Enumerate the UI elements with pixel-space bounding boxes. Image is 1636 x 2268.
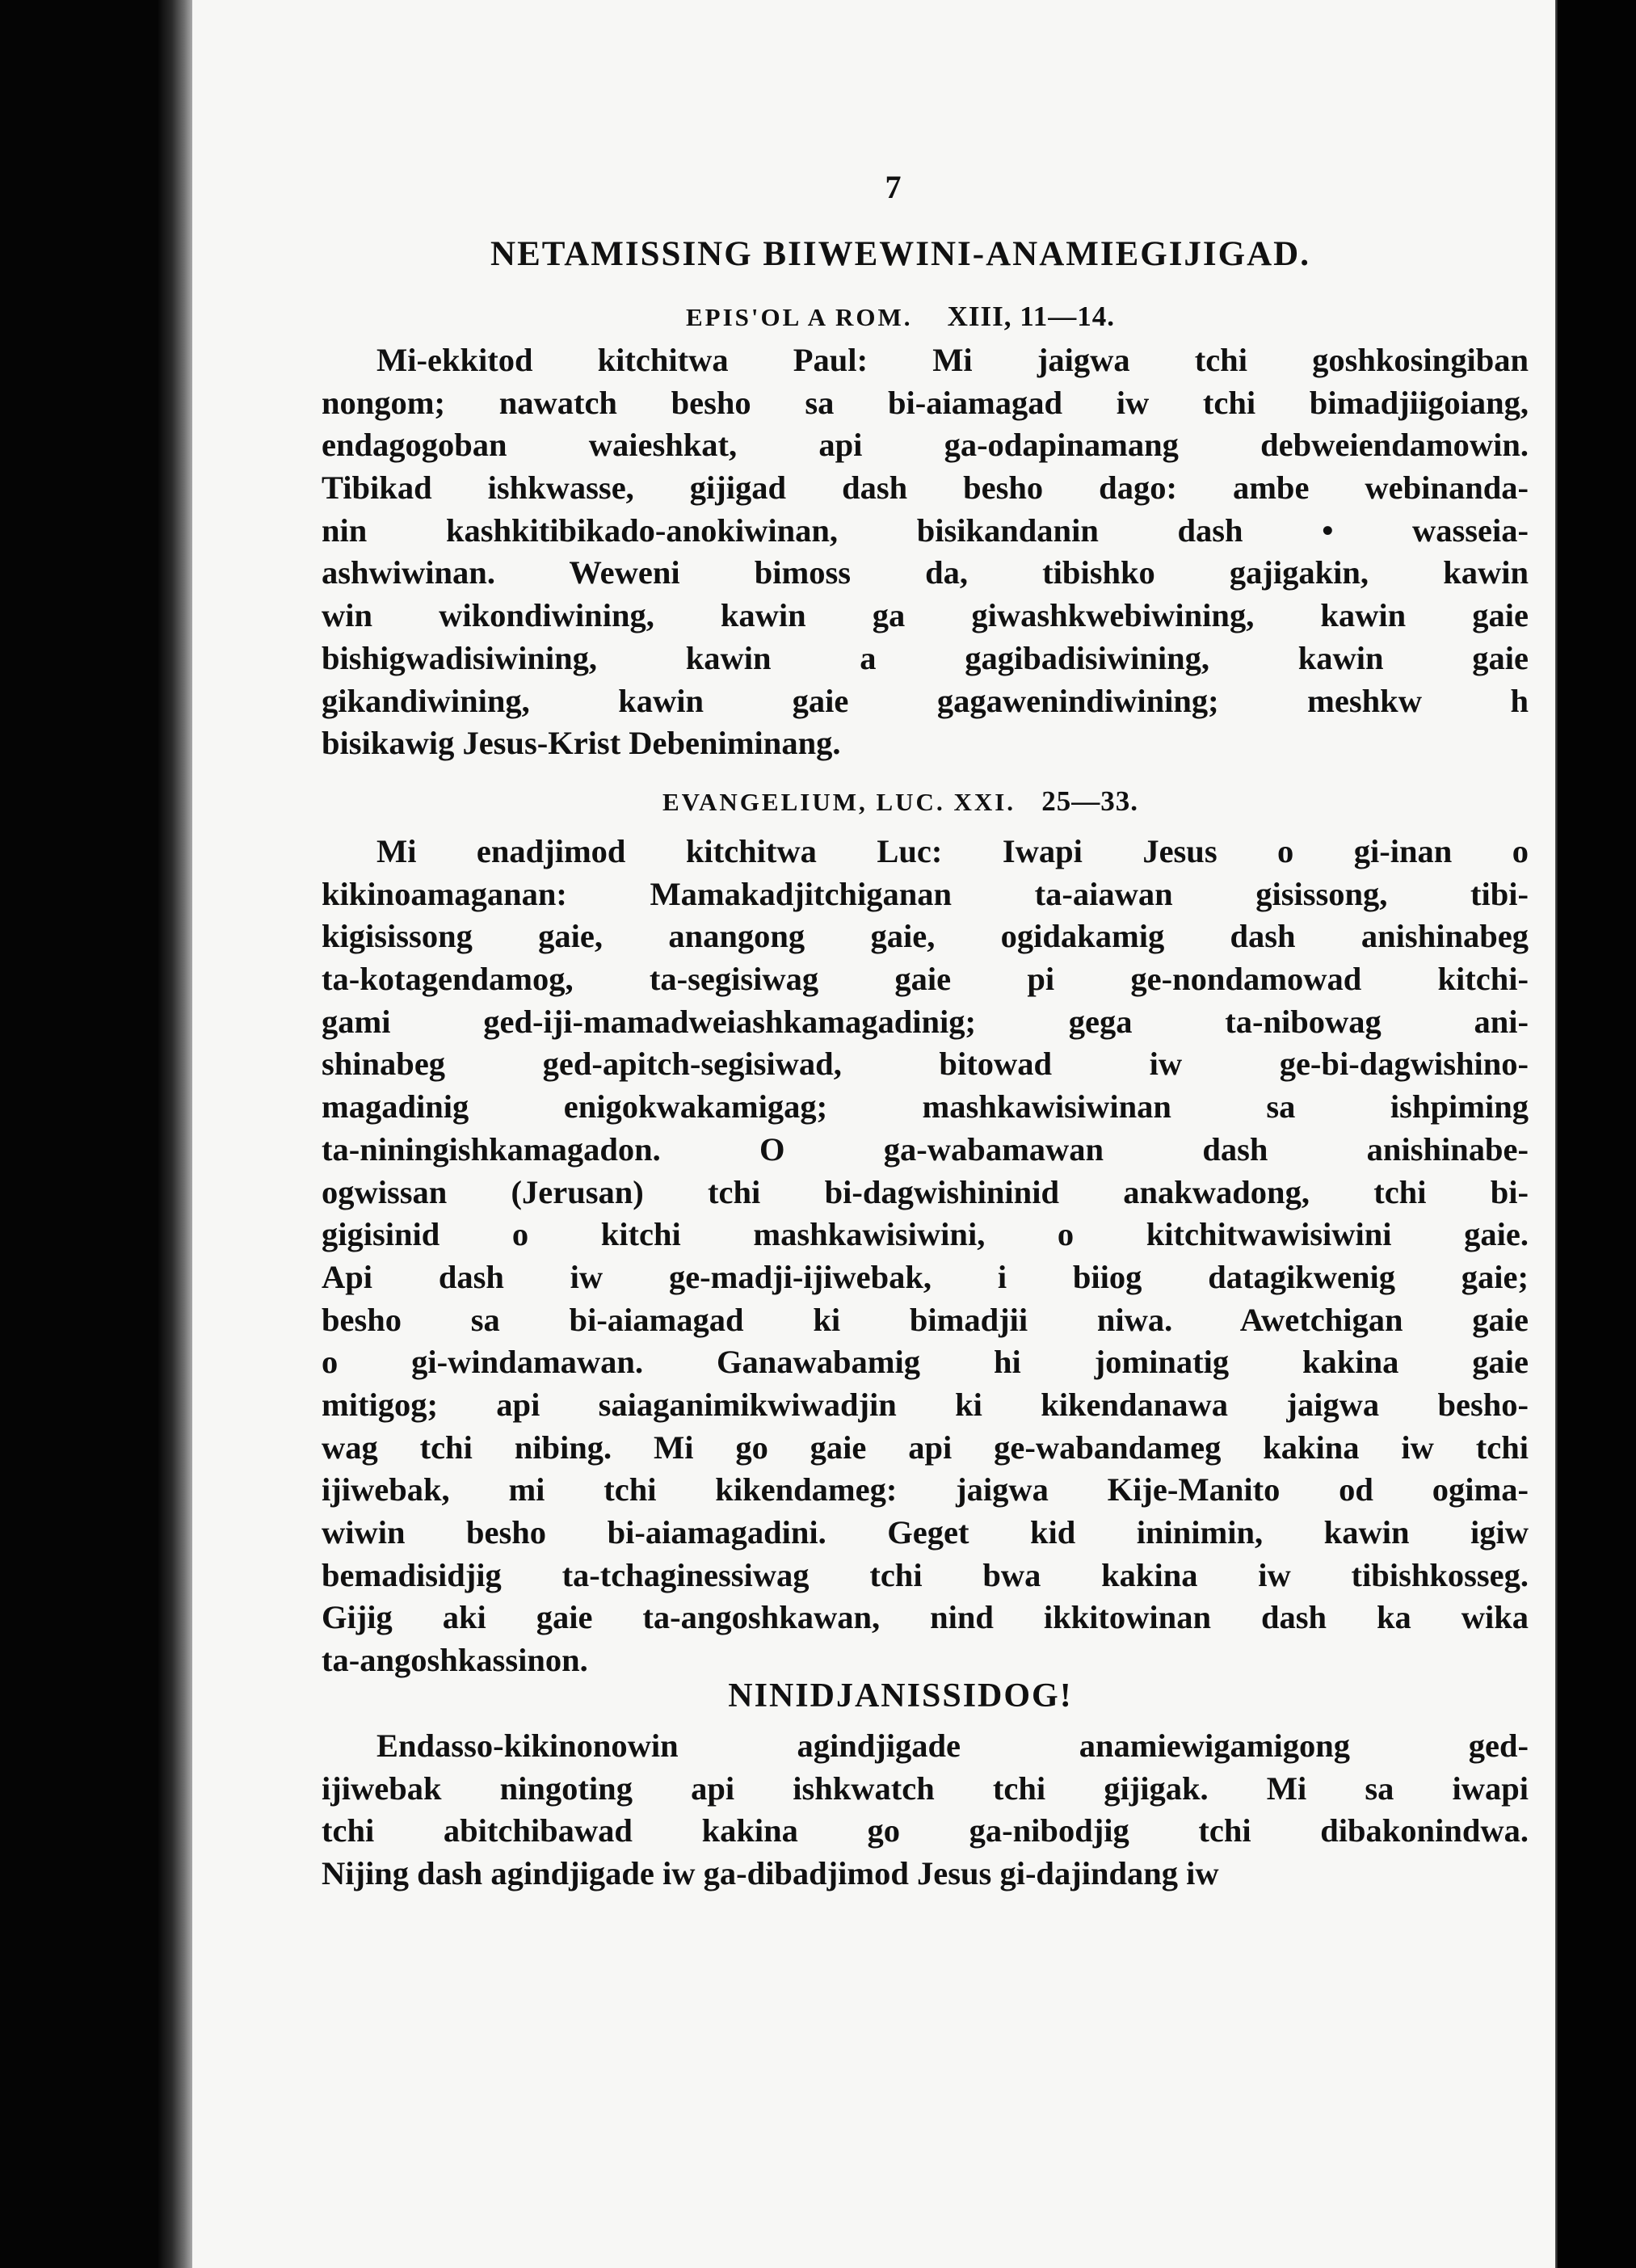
- page-title: NETAMISSING BIIWEWINI-ANAMIEGIJIGAD.: [490, 235, 1310, 273]
- gospel-reference: [192, 785, 1555, 818]
- document-page: [192, 0, 1555, 2268]
- gospel-text: [322, 831, 1529, 1682]
- text-line: nongom; nawatch besho sa bi-aiamagad iw tchi bimadjiigoiang,: [322, 384, 1529, 421]
- text-line: wag tchi nibing. Mi go gaie api ge-wabandameg kakina iw tchi: [322, 1429, 1529, 1466]
- text-line: kigisissong gaie, anangong gaie, ogidakamig dash anishinabeg: [322, 918, 1529, 955]
- text-line: win wikondiwining, kawin ga giwashkwebiwining, kawin gaie: [322, 597, 1529, 634]
- text-line: shinabeg ged-apitch-segisiwad, bitowad iw ge-bi-dagwishino-: [322, 1046, 1529, 1083]
- text-line: magadinig enigokwakamigag; mashkawisiwinan sa ishpiming: [322, 1088, 1529, 1126]
- text-line: mitigog; api saiaganimikwiwadjin ki kikendanawa jaigwa besho-: [322, 1386, 1529, 1423]
- text-line: bishigwadisiwining, kawin a gagibadisiwining, kawin gaie: [322, 639, 1529, 676]
- text-line: ta-niningishkamagadon. O ga-wabamawan dash anishinabe-: [322, 1130, 1529, 1168]
- text-line: Tibikad ishkwasse, gijigad dash besho dago: ambe webinanda-: [322, 469, 1529, 507]
- text-line: gikandiwining, kawin gaie gagawenindiwining; meshkw h: [322, 682, 1529, 719]
- text-line: nin kashkitibikado-anokiwinan, bisikandanin dash • wasseia-: [322, 511, 1529, 549]
- text-line: Nijing dash agindjigade iw ga-dibadjimod Jesus gi-dajindang iw: [322, 1855, 1219, 1892]
- text-line: ijiwebak ningoting api ishkwatch tchi gijigak. Mi sa iwapi: [322, 1769, 1529, 1807]
- text-line: ashwiwinan. Weweni bimoss da, tibishko gajigakin, kawin: [322, 554, 1529, 591]
- text-line: bemadisidjig ta-tchaginessiwag tchi bwa kakina iw tibishkosseg.: [322, 1556, 1529, 1593]
- text-line: ijiwebak, mi tchi kikendameg: jaigwa Kije-Manito od ogima-: [322, 1471, 1529, 1508]
- text-line: besho sa bi-aiamagad ki bimadjii niwa. Awetchigan gaie: [322, 1301, 1529, 1338]
- text-line: o gi-windamawan. Ganawabamig hi jominatig kakina gaie: [322, 1344, 1529, 1381]
- epistle-reference-label: EPIS'OL A ROM.: [685, 303, 913, 331]
- gospel-reference-verses: 25—33.: [1041, 785, 1139, 817]
- epistle-reference-chapter: XIII, 11—14.: [947, 301, 1116, 332]
- text-line: Gijig aki gaie ta-angoshkawan, nind ikkitowinan dash ka wika: [322, 1599, 1529, 1636]
- text-line: gami ged-iji-mamadweiashkamagadinig; gega ta-nibowag ani-: [322, 1003, 1529, 1040]
- text-line: Mi enadjimod kitchitwa Luc: Iwapi Jesus o gi-inan o: [376, 833, 1529, 869]
- text-line: ogwissan (Jerusan) tchi bi-dagwishininid anakwadong, tchi bi-: [322, 1173, 1529, 1210]
- section-heading: NINIDJANISSIDOG!: [728, 1677, 1073, 1715]
- text-line: gigisinid o kitchi mashkawisiwini, o kitchitwawisiwini gaie.: [322, 1216, 1529, 1253]
- text-line: bisikawig Jesus-Krist Debeniminang.: [322, 725, 841, 762]
- page-number: 7: [885, 169, 902, 205]
- text-line: ta-angoshkassinon.: [322, 1642, 588, 1679]
- gospel-reference-label: EVANGELIUM, LUC. XXI.: [662, 788, 1016, 816]
- text-line: Endasso-kikinonowin agindjigade anamiewigamigong ged-: [376, 1727, 1529, 1764]
- text-line: Api dash iw ge-madji-ijiwebak, i biiog datagikwenig gaie;: [322, 1258, 1529, 1295]
- text-line: endagogoban waieshkat, api ga-odapinamang debweiendamowin.: [322, 427, 1529, 464]
- epistle-reference: [192, 301, 1555, 333]
- text-line: ta-kotagendamog, ta-segisiwag gaie pi ge-nondamowad kitchi-: [322, 961, 1529, 998]
- epistle-text: [322, 339, 1529, 765]
- text-line: Mi-ekkitod kitchitwa Paul: Mi jaigwa tchi goshkosingiban: [376, 342, 1529, 378]
- text-line: wiwin besho bi-aiamagadini. Geget kid ininimin, kawin igiw: [322, 1514, 1529, 1551]
- text-line: kikinoamaganan: Mamakadjitchiganan ta-aiawan gisissong, tibi-: [322, 875, 1529, 912]
- right-margin: [1555, 0, 1636, 2268]
- page-edge-shadow: [158, 0, 192, 2268]
- text-line: tchi abitchibawad kakina go ga-nibodjig tchi dibakonindwa.: [322, 1812, 1529, 1849]
- closing-text: [322, 1725, 1529, 1896]
